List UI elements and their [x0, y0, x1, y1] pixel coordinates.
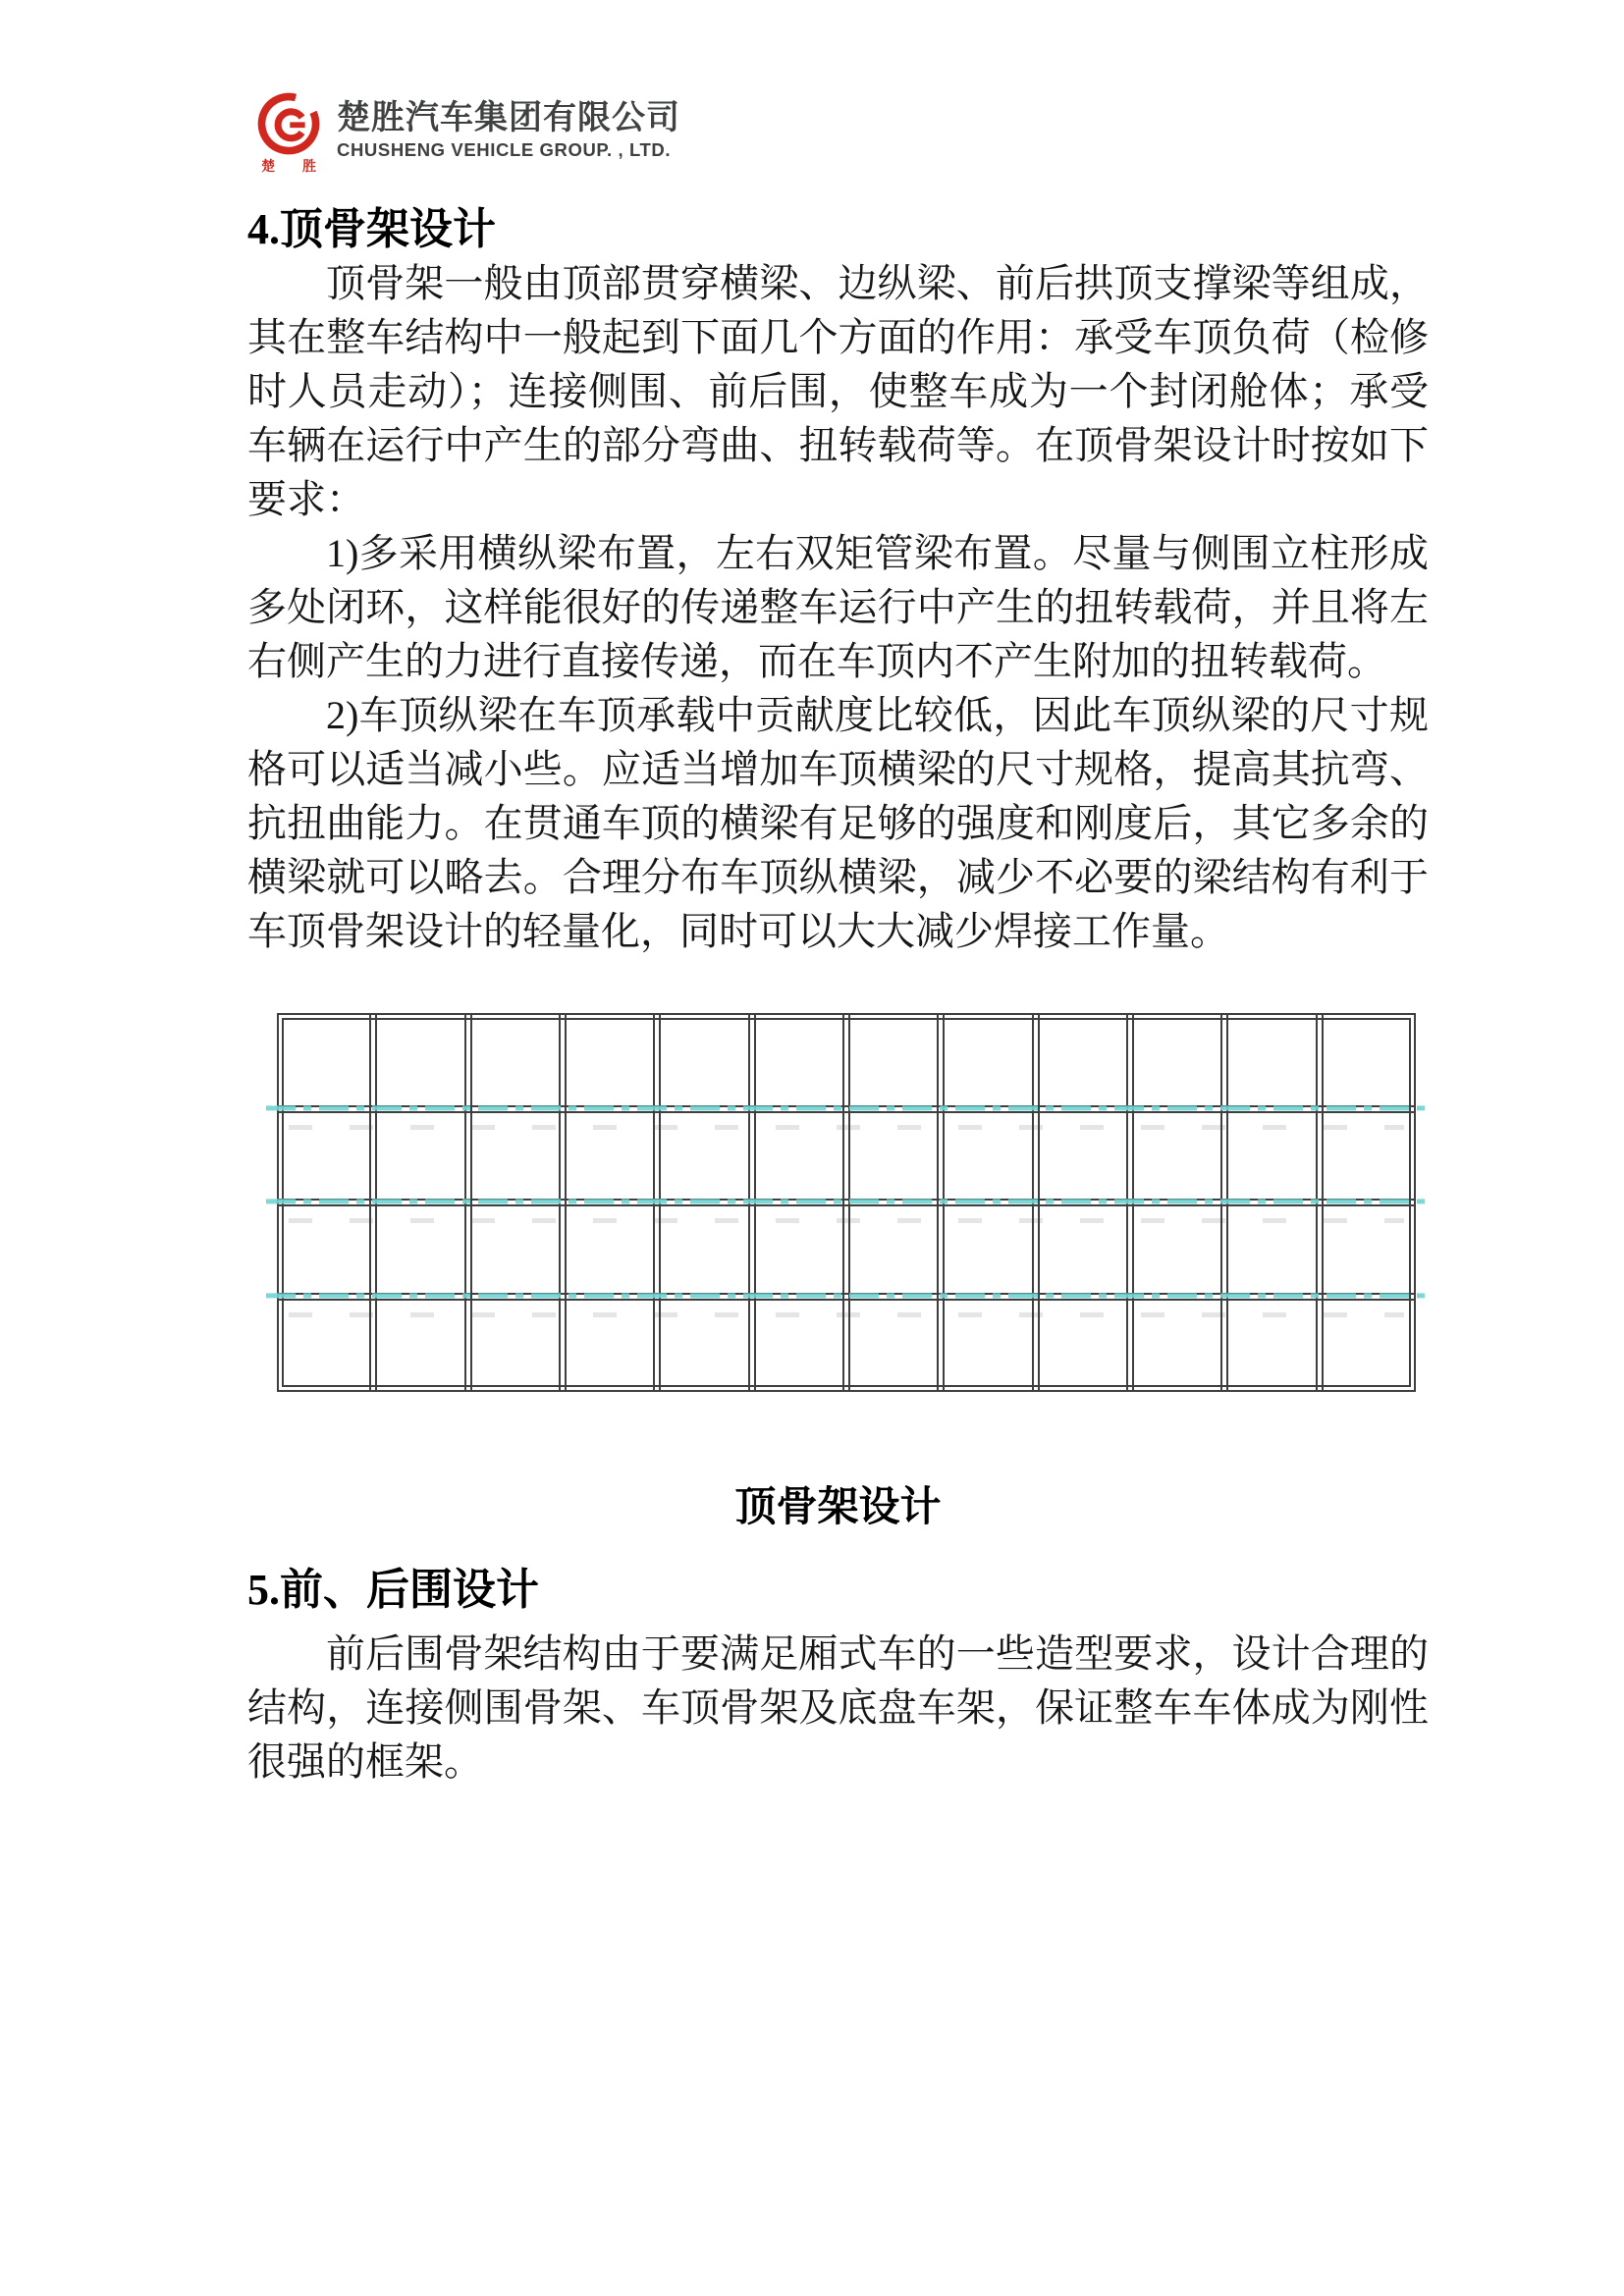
beam-centerline [266, 1105, 1427, 1110]
section-4-paragraph-1: 顶骨架一般由顶部贯穿横梁、边纵梁、前后拱顶支撑梁等组成，其在整车结构中一般起到下面几个方面的作用：承受车顶负荷（检修时人员走动）；连接侧围、前后围，使整车成为一个封闭舱体；承受车辆在运行中产生的部分弯曲、扭转载荷等。在顶骨架设计时按如下要求： [247, 261, 1429, 521]
document-body [247, 202, 1429, 1789]
section-4-paragraph-2: 1)多采用横纵梁布置，左右双矩管梁布置。尽量与侧围立柱形成多处闭环，这样能很好的传递整车运行中产生的扭转载荷，并且将左右侧产生的力进行直接传递，而在车顶内不产生附加的扭转载荷。 [247, 531, 1429, 683]
section-4-heading: 4.顶骨架设计 [247, 205, 496, 253]
section-5-paragraph-1: 前后围骨架结构由于要满足厢式车的一些造型要求，设计合理的结构，连接侧围骨架、车顶骨架及底盘车架，保证整车车体成为刚性很强的框架。 [247, 1631, 1429, 1784]
roof-frame-grid [277, 1013, 1416, 1392]
beam-centerline [266, 1199, 1427, 1203]
section-5-heading: 5.前、后围设计 [247, 1566, 539, 1614]
roof-frame-figure [247, 1013, 1429, 1533]
section-4-paragraph-3: 2)车顶纵梁在车顶承载中贡献度比较低，因此车顶纵梁的尺寸规格可以适当减小些。应适当增加车顶横梁的尺寸规格，提高其抗弯、抗扭曲能力。在贯通车顶的横梁有足够的强度和刚度后，其它多余的横梁就可以略去。合理分布车顶纵横梁，减少不必要的梁结构有利于车顶骨架设计的轻量化，同时可以大大减少焊接工作量。 [247, 693, 1429, 953]
company-logo-text [337, 92, 680, 161]
emblem-caption: 楚 胜 [261, 158, 328, 174]
company-logo-emblem [255, 92, 328, 176]
figure-caption: 顶骨架设计 [734, 1485, 942, 1530]
company-name-en: CHUSHENG VEHICLE GROUP. , LTD. [337, 138, 672, 160]
chusheng-logo-icon [257, 92, 320, 155]
company-name-cn: 楚胜汽车集团有限公司 [337, 99, 680, 136]
company-logo [255, 92, 680, 176]
beam-centerline [266, 1293, 1427, 1298]
